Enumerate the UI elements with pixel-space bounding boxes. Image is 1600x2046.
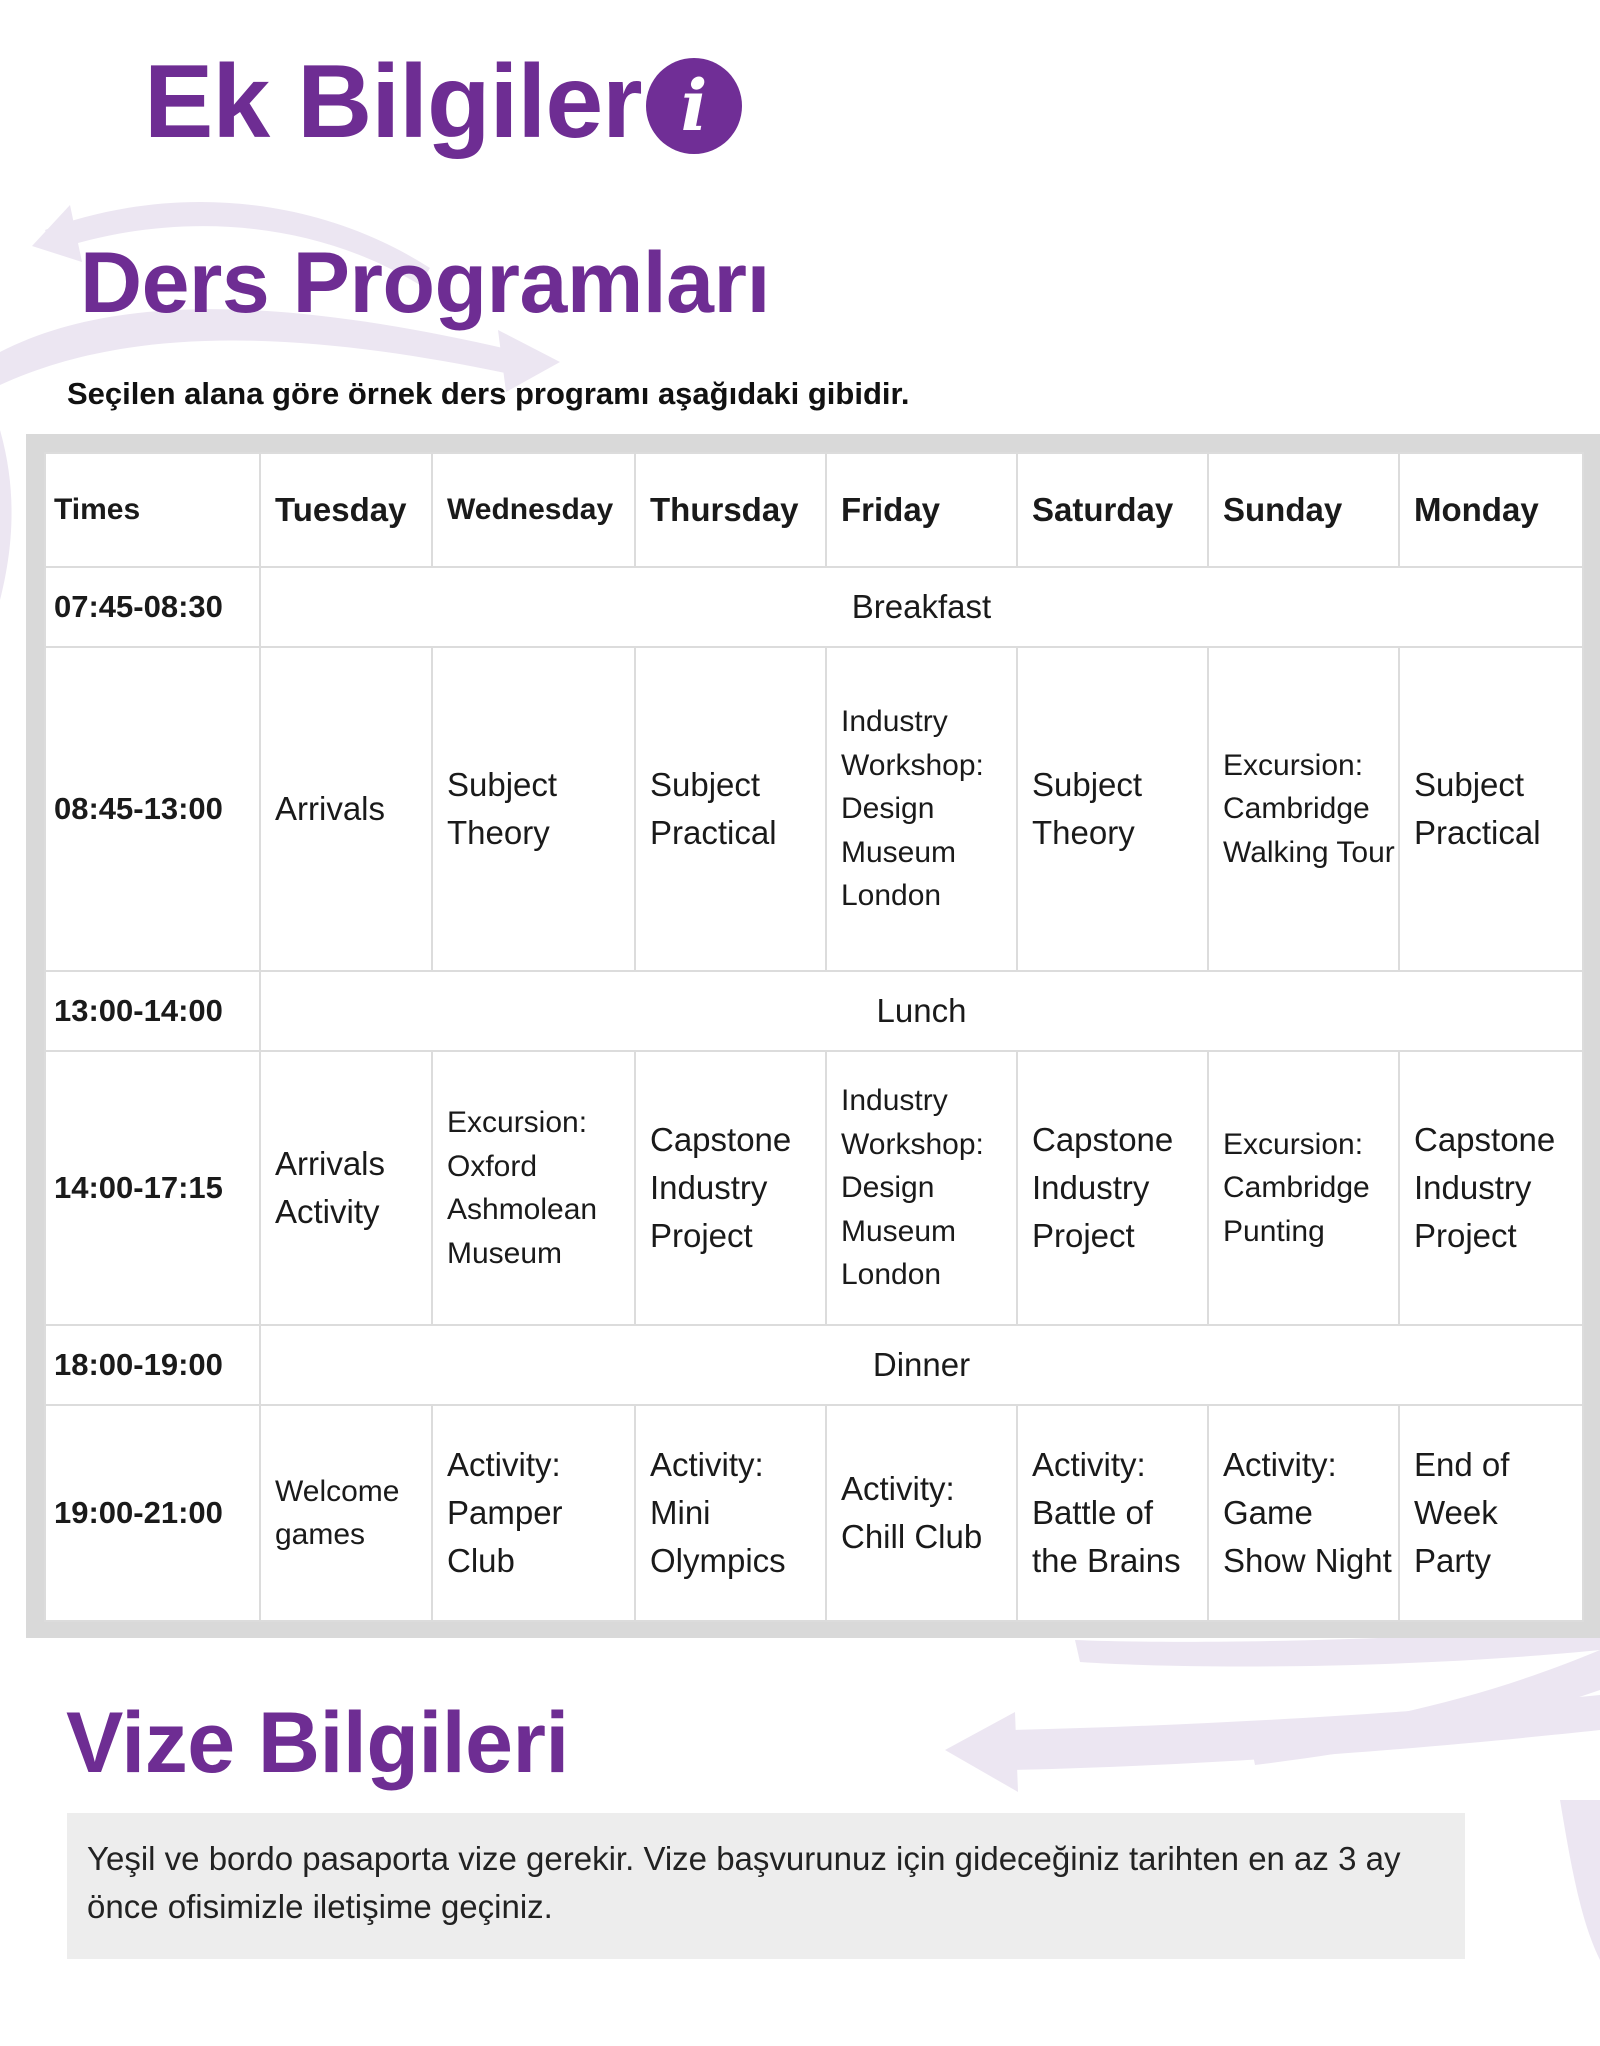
- table-row: [45, 1051, 1583, 1325]
- column-header: Tuesday: [260, 453, 432, 567]
- column-header: Monday: [1399, 453, 1583, 567]
- time-cell: 19:00-21:00: [45, 1405, 260, 1621]
- schedule-cell: Industry Workshop: Design Museum London: [826, 647, 1017, 971]
- column-header: Wednesday: [432, 453, 635, 567]
- table-row: [45, 1325, 1583, 1405]
- schedule-cell: Excursion: Cambridge Punting: [1208, 1051, 1399, 1325]
- time-cell: 18:00-19:00: [45, 1325, 260, 1405]
- schedule-cell: Industry Workshop: Design Museum London: [826, 1051, 1017, 1325]
- schedule-section-title: Ders Programları: [80, 235, 770, 331]
- schedule-cell: Activity: Battle of the Brains: [1017, 1405, 1208, 1621]
- schedule-cell: End of Week Party: [1399, 1405, 1583, 1621]
- column-header: Friday: [826, 453, 1017, 567]
- column-header: Saturday: [1017, 453, 1208, 567]
- time-cell: 14:00-17:15: [45, 1051, 260, 1325]
- schedule-cell: Subject Theory: [432, 647, 635, 971]
- schedule-cell: Subject Theory: [1017, 647, 1208, 971]
- visa-info-text: Yeşil ve bordo pasaporta vize gerekir. Vize başvurunuz için gideceğiniz tarihten en az 3 ay önce ofisimizle iletişime geçiniz.: [87, 1840, 1401, 1925]
- visa-info-box: [67, 1813, 1465, 1959]
- time-cell: 13:00-14:00: [45, 971, 260, 1051]
- table-row: [45, 971, 1583, 1051]
- table-row: [45, 1405, 1583, 1621]
- schedule-cell: Activity: Game Show Night: [1208, 1405, 1399, 1621]
- meal-cell: Breakfast: [260, 567, 1583, 647]
- schedule-cell: Activity: Mini Olympics: [635, 1405, 826, 1621]
- schedule-cell: Activity: Pamper Club: [432, 1405, 635, 1621]
- time-cell: 07:45-08:30: [45, 567, 260, 647]
- table-row: [45, 567, 1583, 647]
- schedule-cell: Arrivals: [260, 647, 432, 971]
- schedule-cell: Capstone Industry Project: [1017, 1051, 1208, 1325]
- schedule-table: [44, 452, 1584, 1622]
- column-header: Thursday: [635, 453, 826, 567]
- schedule-cell: Excursion: Oxford Ashmolean Museum: [432, 1051, 635, 1325]
- schedule-cell: Activity: Chill Club: [826, 1405, 1017, 1621]
- table-header-row: [45, 453, 1583, 567]
- info-icon: i: [646, 58, 742, 154]
- time-cell: 08:45-13:00: [45, 647, 260, 971]
- schedule-cell: Capstone Industry Project: [1399, 1051, 1583, 1325]
- schedule-intro-text: Seçilen alana göre örnek ders programı aşağıdaki gibidir.: [67, 376, 910, 411]
- schedule-cell: Capstone Industry Project: [635, 1051, 826, 1325]
- schedule-cell: Excursion: Cambridge Walking Tour: [1208, 647, 1399, 971]
- schedule-table-frame: [26, 434, 1600, 1638]
- schedule-cell: Arrivals Activity: [260, 1051, 432, 1325]
- page-title: Ek Bilgiler: [144, 44, 642, 160]
- column-header: Times: [45, 453, 260, 567]
- meal-cell: Dinner: [260, 1325, 1583, 1405]
- column-header: Sunday: [1208, 453, 1399, 567]
- schedule-cell: Welcome games: [260, 1405, 432, 1621]
- meal-cell: Lunch: [260, 971, 1583, 1051]
- schedule-cell: Subject Practical: [635, 647, 826, 971]
- table-row: [45, 647, 1583, 971]
- schedule-cell: Subject Practical: [1399, 647, 1583, 971]
- visa-section-title: Vize Bilgileri: [66, 1695, 569, 1791]
